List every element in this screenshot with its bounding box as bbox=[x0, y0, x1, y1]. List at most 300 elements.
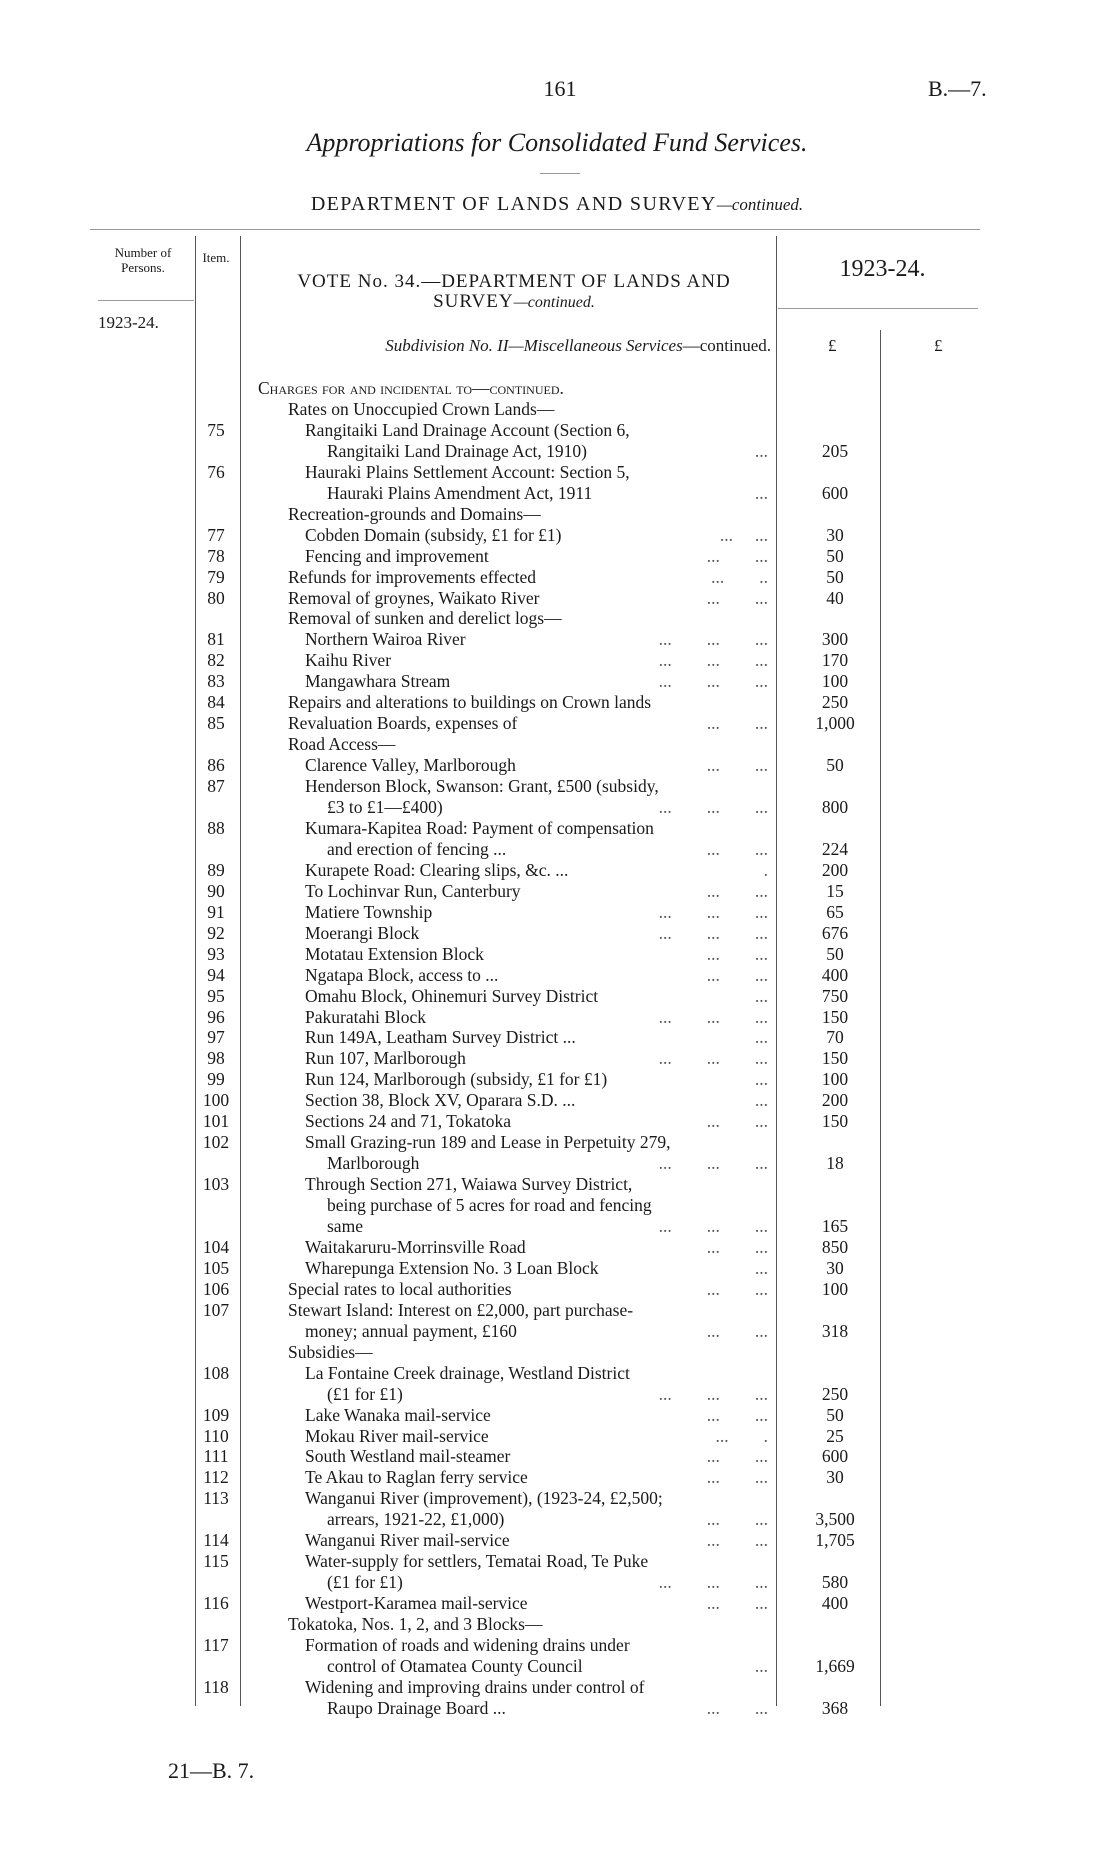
row-leader-dots: ... ... bbox=[706, 1697, 768, 1718]
row-description bbox=[305, 1090, 772, 1111]
row-description bbox=[305, 1069, 772, 1090]
row-item-number bbox=[196, 1572, 236, 1593]
row-description-text: Pakuratahi Block bbox=[305, 1006, 427, 1027]
row-description bbox=[288, 504, 772, 525]
row-item-number: 110 bbox=[203, 1425, 229, 1446]
row-item-number: 84 bbox=[207, 692, 225, 713]
row-description bbox=[305, 1111, 772, 1132]
row-item-number bbox=[196, 1509, 236, 1530]
row-description-text: Formation of roads and widening drains under bbox=[305, 1635, 630, 1655]
row-amount bbox=[790, 608, 880, 629]
row-description bbox=[327, 1698, 772, 1719]
row-leader-dots: ... ... bbox=[706, 545, 768, 566]
row-description-text: South Westland mail-steamer bbox=[305, 1446, 511, 1467]
row-amount bbox=[790, 504, 880, 525]
row-amount: 250 bbox=[821, 1383, 849, 1404]
row-description bbox=[305, 881, 772, 902]
row-leader-dots: ... ... ... bbox=[658, 797, 768, 817]
row-item-number: 75 bbox=[207, 419, 225, 440]
row-item-number: 98 bbox=[207, 1048, 225, 1069]
row-description bbox=[305, 1237, 772, 1258]
row-description-text: same bbox=[327, 1216, 363, 1236]
row-description-text: Mangawhara Stream bbox=[305, 671, 451, 692]
row-description-text: Rangitaiki Land Drainage Act, 1910) bbox=[327, 440, 587, 461]
row-leader-dots: ... ... bbox=[706, 1593, 768, 1614]
row-leader-dots: ... bbox=[754, 440, 768, 461]
row-amount: 676 bbox=[821, 922, 849, 943]
row-item-number: 77 bbox=[207, 524, 225, 545]
subdivision-heading bbox=[255, 336, 771, 356]
row-amount: 580 bbox=[821, 1572, 849, 1593]
row-leader-dots: ... ... bbox=[706, 964, 768, 985]
row-leader-dots: . bbox=[763, 859, 768, 880]
row-amount: 600 bbox=[821, 482, 849, 503]
row-description-text: money; annual payment, £160 bbox=[305, 1320, 517, 1341]
row-description-text: Run 107, Marlborough bbox=[305, 1048, 466, 1069]
row-description bbox=[305, 462, 772, 483]
row-amount: 250 bbox=[821, 692, 849, 713]
row-description-text: Moerangi Block bbox=[305, 922, 420, 943]
row-description bbox=[288, 608, 772, 629]
row-description bbox=[327, 839, 772, 860]
row-description-text: Waitakaruru-Morrinsville Road bbox=[305, 1236, 526, 1257]
row-amount bbox=[790, 399, 880, 420]
row-item-number bbox=[196, 1656, 236, 1677]
row-description bbox=[288, 1342, 772, 1363]
row-description-text: £3 to £1—£400) bbox=[327, 797, 443, 817]
row-item-number: 93 bbox=[207, 943, 225, 964]
row-description bbox=[305, 818, 772, 839]
persons-head-rule bbox=[98, 300, 194, 301]
row-amount bbox=[790, 1342, 880, 1363]
row-leader-dots: ... ... ... bbox=[658, 1153, 768, 1174]
row-description-text: Motatau Extension Block bbox=[305, 943, 484, 964]
row-amount: 400 bbox=[821, 964, 849, 985]
year-heading: 1923-24. bbox=[839, 256, 926, 282]
row-description-text: Omahu Block, Ohinemuri Survey District bbox=[305, 985, 599, 1006]
row-item-number bbox=[196, 839, 236, 860]
row-item-number bbox=[196, 441, 236, 462]
row-description-text: arrears, 1921-22, £1,000) bbox=[327, 1509, 505, 1530]
row-item-number bbox=[196, 1195, 236, 1216]
row-amount: 30 bbox=[826, 1257, 844, 1278]
row-description-text: Clarence Valley, Marlborough bbox=[305, 755, 516, 776]
row-description-text: Removal of groynes, Waikato River bbox=[288, 587, 540, 608]
row-description bbox=[305, 1027, 772, 1048]
row-description-text: Special rates to local authorities bbox=[288, 1278, 512, 1299]
row-item-number bbox=[196, 797, 236, 818]
row-description-text: Mokau River mail-service bbox=[305, 1425, 489, 1446]
currency-label-1: £ bbox=[828, 336, 837, 355]
row-amount bbox=[790, 776, 880, 797]
row-leader-dots: ... . bbox=[715, 1425, 768, 1446]
row-description bbox=[305, 1467, 772, 1488]
row-description bbox=[327, 797, 772, 818]
row-description bbox=[327, 1572, 772, 1593]
row-amount: 150 bbox=[821, 1006, 849, 1027]
row-description bbox=[305, 1321, 772, 1342]
row-leader-dots: ... bbox=[754, 482, 768, 503]
row-description-text: Hauraki Plains Amendment Act, 1911 bbox=[327, 482, 593, 503]
row-description bbox=[305, 546, 772, 567]
row-amount bbox=[790, 420, 880, 441]
row-amount: 100 bbox=[821, 1278, 849, 1299]
row-description-text: Te Akau to Raglan ferry service bbox=[305, 1467, 528, 1488]
row-description-text: Repairs and alterations to buildings on Crown lands bbox=[288, 692, 652, 713]
row-description-text: La Fontaine Creek drainage, Westland District bbox=[305, 1362, 630, 1383]
row-description bbox=[305, 902, 772, 923]
department-heading bbox=[0, 193, 1114, 216]
row-leader-dots: ... ... bbox=[706, 1320, 768, 1341]
row-item-number: 90 bbox=[207, 880, 225, 901]
vote-title bbox=[258, 272, 770, 313]
row-leader-dots: ... bbox=[754, 1257, 768, 1278]
row-leader-dots: ... ... bbox=[706, 1467, 768, 1488]
row-description bbox=[327, 1509, 772, 1530]
row-description bbox=[305, 1007, 772, 1028]
department-suffix: —continued. bbox=[716, 195, 804, 214]
row-description-text: Rangitaiki Land Drainage Account (Section 6, bbox=[305, 419, 630, 440]
row-description-text: Stewart Island: Interest on £2,000, part purchase- bbox=[288, 1299, 634, 1320]
row-leader-dots: ... ... ... bbox=[658, 1383, 768, 1404]
row-description-text: Fencing and improvement bbox=[305, 545, 489, 566]
row-description bbox=[288, 1614, 772, 1635]
row-leader-dots: ... bbox=[754, 1090, 768, 1111]
row-description-text: Lake Wanaka mail-service bbox=[305, 1404, 491, 1425]
row-description bbox=[305, 1488, 772, 1509]
row-amount: 800 bbox=[821, 797, 849, 817]
row-description-text: Section 38, Block XV, Oparara S.D. ... bbox=[305, 1090, 576, 1111]
page-title: Appropriations for Consolidated Fund Services. bbox=[306, 128, 808, 157]
row-description-text: Henderson Block, Swanson: Grant, £500 (subsidy, bbox=[305, 776, 659, 797]
row-amount: 30 bbox=[826, 524, 844, 545]
department-name: DEPARTMENT OF LANDS AND SURVEY bbox=[310, 193, 717, 215]
row-amount: 50 bbox=[826, 755, 844, 776]
row-item-number: 118 bbox=[203, 1676, 229, 1697]
row-leader-dots: ... ... bbox=[706, 1530, 768, 1551]
row-description-text: Wanganui River (improvement), (1923-24, £2,500; bbox=[305, 1488, 663, 1509]
row-amount: 318 bbox=[821, 1320, 849, 1341]
row-description bbox=[305, 1048, 772, 1069]
row-description bbox=[288, 734, 772, 755]
row-description bbox=[288, 567, 772, 588]
row-description bbox=[327, 1656, 772, 1677]
row-amount: 3,500 bbox=[815, 1509, 855, 1530]
row-description-text: Widening and improving drains under control of bbox=[305, 1676, 645, 1697]
row-description-text: Northern Wairoa River bbox=[305, 629, 466, 650]
row-leader-dots: ... .. bbox=[711, 566, 768, 587]
row-description bbox=[305, 1363, 772, 1384]
row-leader-dots: ... ... bbox=[706, 755, 768, 776]
row-description-text: Tokatoka, Nos. 1, 2, and 3 Blocks— bbox=[288, 1614, 543, 1635]
row-item-number: 103 bbox=[202, 1174, 230, 1195]
row-leader-dots: ... ... bbox=[719, 524, 768, 545]
row-amount: 30 bbox=[826, 1467, 844, 1488]
row-description-text: (£1 for £1) bbox=[327, 1572, 403, 1593]
row-amount: 15 bbox=[826, 880, 844, 901]
row-item-number: 114 bbox=[203, 1530, 229, 1551]
row-leader-dots: ... ... bbox=[706, 1509, 768, 1530]
row-amount: 750 bbox=[821, 985, 849, 1006]
row-amount: 150 bbox=[821, 1111, 849, 1132]
row-description-text: Subsidies— bbox=[288, 1341, 373, 1362]
row-leader-dots: ... bbox=[754, 1027, 768, 1048]
row-item-number: 105 bbox=[202, 1257, 230, 1278]
row-description bbox=[305, 525, 772, 546]
row-description-text: and erection of fencing ... bbox=[327, 838, 507, 859]
row-item-number bbox=[196, 399, 236, 420]
row-description-text: To Lochinvar Run, Canterbury bbox=[305, 880, 521, 901]
subdivision-suffix: —continued. bbox=[682, 336, 771, 355]
row-item-number: 81 bbox=[207, 629, 225, 650]
row-leader-dots: ... ... bbox=[706, 713, 768, 734]
table-top-rule bbox=[90, 229, 980, 230]
row-item-number: 79 bbox=[207, 566, 225, 587]
row-amount: 40 bbox=[826, 587, 844, 608]
row-item-number: 100 bbox=[202, 1090, 230, 1111]
row-amount: 165 bbox=[821, 1216, 849, 1236]
page-number: 161 bbox=[543, 76, 577, 101]
row-item-number: 78 bbox=[207, 545, 225, 566]
row-amount bbox=[790, 378, 880, 399]
row-amount: 600 bbox=[821, 1446, 849, 1467]
row-item-number bbox=[196, 1614, 236, 1635]
row-amount bbox=[790, 1551, 880, 1572]
row-description-text: Water-supply for settlers, Tematai Road, Te Puke bbox=[305, 1551, 649, 1572]
row-item-number: 86 bbox=[207, 755, 225, 776]
row-description bbox=[305, 965, 772, 986]
row-amount: 50 bbox=[826, 566, 844, 587]
row-description-text: being purchase of 5 acres for road and fencing bbox=[327, 1195, 652, 1216]
row-description-text: Cobden Domain (subsidy, £1 for £1) bbox=[305, 524, 562, 545]
row-leader-dots: ... bbox=[754, 985, 768, 1006]
row-amount bbox=[790, 1363, 880, 1384]
row-description bbox=[305, 1551, 772, 1572]
row-description-text: Run 124, Marlborough (subsidy, £1 for £1) bbox=[305, 1069, 608, 1090]
column-rule-amount bbox=[880, 330, 881, 1706]
row-description bbox=[305, 776, 772, 797]
row-item-number: 108 bbox=[202, 1362, 230, 1383]
year-head-rule bbox=[778, 308, 978, 309]
row-amount: 18 bbox=[826, 1153, 844, 1174]
row-item-number: 95 bbox=[207, 985, 225, 1006]
row-amount: 368 bbox=[821, 1697, 849, 1718]
subdivision-title: Subdivision No. II—Miscellaneous Services bbox=[385, 336, 683, 355]
row-description-text: Matiere Township bbox=[305, 901, 433, 922]
row-amount: 224 bbox=[821, 838, 849, 859]
row-description bbox=[305, 1446, 772, 1467]
row-amount: 100 bbox=[821, 1069, 849, 1090]
row-description-text: Kumara-Kapitea Road: Payment of compensation bbox=[305, 817, 654, 838]
row-description-text: Raupo Drainage Board ... bbox=[327, 1697, 506, 1718]
row-amount bbox=[790, 1300, 880, 1321]
row-description-text: Wharepunga Extension No. 3 Loan Block bbox=[305, 1257, 599, 1278]
row-description bbox=[288, 588, 772, 609]
row-item-number: 99 bbox=[207, 1069, 225, 1090]
row-item-number: 113 bbox=[203, 1488, 229, 1509]
row-amount bbox=[790, 734, 880, 755]
row-item-number: 83 bbox=[207, 671, 225, 692]
row-item-number bbox=[196, 1153, 236, 1174]
vote-title-text: VOTE No. 34.—DEPARTMENT OF LANDS AND SURVEY bbox=[297, 271, 731, 312]
row-item-number: 112 bbox=[203, 1467, 229, 1488]
row-description-text: Recreation-grounds and Domains— bbox=[288, 503, 541, 524]
row-amount: 170 bbox=[821, 650, 849, 671]
column-head-item: Item. bbox=[202, 250, 230, 265]
row-item-number bbox=[196, 378, 236, 399]
row-description bbox=[305, 1426, 772, 1447]
row-leader-dots: ... ... ... bbox=[658, 1572, 768, 1593]
row-item-number: 104 bbox=[202, 1236, 230, 1257]
row-description-text: Wanganui River mail-service bbox=[305, 1530, 510, 1551]
row-amount: 50 bbox=[826, 1404, 844, 1425]
row-description bbox=[288, 713, 772, 734]
row-leader-dots: ... ... ... bbox=[658, 629, 768, 650]
title-rule bbox=[540, 173, 580, 174]
row-item-number bbox=[196, 1342, 236, 1363]
row-description bbox=[258, 378, 772, 399]
row-amount bbox=[790, 1132, 880, 1153]
row-description bbox=[305, 1677, 772, 1698]
row-item-number: 107 bbox=[202, 1299, 230, 1320]
row-amount bbox=[790, 1677, 880, 1698]
row-leader-dots: ... bbox=[754, 1655, 768, 1676]
row-amount: 100 bbox=[821, 671, 849, 692]
row-amount: 70 bbox=[826, 1027, 844, 1048]
row-item-number bbox=[196, 608, 236, 629]
row-description bbox=[305, 1132, 772, 1153]
row-description-text: Removal of sunken and derelict logs— bbox=[288, 608, 562, 629]
row-leader-dots: ... ... ... bbox=[658, 1216, 768, 1236]
row-amount bbox=[790, 462, 880, 483]
row-amount: 850 bbox=[821, 1236, 849, 1257]
row-item-number bbox=[196, 504, 236, 525]
row-description bbox=[305, 1405, 772, 1426]
row-amount: 50 bbox=[826, 943, 844, 964]
row-item-number bbox=[196, 734, 236, 755]
row-description bbox=[327, 483, 772, 504]
row-amount: 50 bbox=[826, 545, 844, 566]
row-description-text: Revaluation Boards, expenses of bbox=[288, 713, 518, 734]
row-item-number bbox=[196, 1321, 236, 1342]
currency-label-2: £ bbox=[934, 336, 943, 355]
document-reference: B.—7. bbox=[928, 76, 987, 101]
row-amount bbox=[790, 1174, 880, 1195]
row-item-number: 106 bbox=[202, 1278, 230, 1299]
row-amount bbox=[790, 1635, 880, 1656]
row-amount: 400 bbox=[821, 1593, 849, 1614]
row-amount: 1,705 bbox=[815, 1530, 855, 1551]
row-leader-dots: ... ... ... bbox=[658, 901, 768, 922]
row-leader-dots: ... ... ... bbox=[658, 1006, 768, 1027]
row-description-text: Hauraki Plains Settlement Account: Section 5, bbox=[305, 461, 630, 482]
row-leader-dots: ... bbox=[754, 1069, 768, 1090]
row-amount: 205 bbox=[821, 440, 849, 461]
row-description-text: Rates on Unoccupied Crown Lands— bbox=[288, 398, 555, 419]
row-amount bbox=[790, 1195, 880, 1216]
row-item-number: 111 bbox=[203, 1446, 229, 1467]
persons-year: 1923-24. bbox=[98, 313, 159, 332]
row-leader-dots: ... ... bbox=[706, 1278, 768, 1299]
row-item-number: 115 bbox=[203, 1551, 229, 1572]
row-item-number: 82 bbox=[207, 650, 225, 671]
row-item-number bbox=[196, 1384, 236, 1405]
row-item-number: 96 bbox=[207, 1006, 225, 1027]
row-description-text: Westport-Karamea mail-service bbox=[305, 1593, 528, 1614]
column-head-persons: Number of Persons. bbox=[114, 245, 172, 275]
row-description-text: Charges for and incidental to—continued. bbox=[258, 378, 564, 398]
row-item-number: 102 bbox=[202, 1132, 230, 1153]
row-description bbox=[288, 1279, 772, 1300]
row-description-text: Refunds for improvements effected bbox=[288, 566, 536, 587]
row-amount: 200 bbox=[821, 859, 849, 880]
row-description-text: Sections 24 and 71, Tokatoka bbox=[305, 1111, 511, 1132]
row-description-text: Ngatapa Block, access to ... bbox=[305, 964, 499, 985]
row-leader-dots: ... ... ... bbox=[658, 650, 768, 671]
row-item-number: 76 bbox=[207, 461, 225, 482]
row-description bbox=[305, 1174, 772, 1195]
row-leader-dots: ... ... bbox=[706, 880, 768, 901]
row-description bbox=[305, 1258, 772, 1279]
row-item-number: 117 bbox=[203, 1635, 229, 1655]
row-description bbox=[288, 399, 772, 420]
row-description-text: Small Grazing-run 189 and Lease in Perpetuity 279, bbox=[305, 1132, 671, 1153]
row-description bbox=[327, 441, 772, 462]
row-description bbox=[305, 1593, 772, 1614]
row-description-text: control of Otamatea County Council bbox=[327, 1655, 583, 1676]
row-amount: 150 bbox=[821, 1048, 849, 1069]
row-description-text: Kurapete Road: Clearing slips, &c. ... bbox=[305, 859, 569, 880]
row-amount: 1,000 bbox=[815, 713, 855, 734]
row-description bbox=[305, 650, 772, 671]
row-description bbox=[305, 1635, 772, 1656]
row-item-number: 97 bbox=[207, 1027, 225, 1048]
row-item-number: 87 bbox=[207, 776, 225, 797]
row-description-text: Run 149A, Leatham Survey District ... bbox=[305, 1027, 576, 1048]
row-leader-dots: ... ... bbox=[706, 1236, 768, 1257]
row-item-number: 88 bbox=[207, 817, 225, 838]
row-description-text: Marlborough bbox=[327, 1153, 420, 1174]
row-description bbox=[327, 1384, 772, 1405]
row-amount: 1,669 bbox=[815, 1655, 855, 1676]
row-amount bbox=[790, 1488, 880, 1509]
row-description bbox=[305, 629, 772, 650]
row-item-number bbox=[196, 483, 236, 504]
row-item-number: 101 bbox=[202, 1111, 230, 1132]
row-description-text: Kaihu River bbox=[305, 650, 392, 671]
row-leader-dots: ... ... bbox=[706, 838, 768, 859]
row-leader-dots: ... ... bbox=[706, 1404, 768, 1425]
row-description bbox=[327, 1216, 772, 1237]
row-item-number bbox=[196, 1698, 236, 1719]
row-description bbox=[288, 1300, 772, 1321]
row-leader-dots: ... ... ... bbox=[658, 1048, 768, 1069]
row-description bbox=[288, 692, 772, 713]
row-description-text: Through Section 271, Waiawa Survey District, bbox=[305, 1174, 633, 1195]
row-amount: 200 bbox=[821, 1090, 849, 1111]
row-description bbox=[305, 944, 772, 965]
row-item-number: 89 bbox=[207, 859, 225, 880]
row-leader-dots: ... ... bbox=[706, 587, 768, 608]
vote-title-suffix: —continued. bbox=[513, 294, 595, 311]
row-description bbox=[305, 1530, 772, 1551]
row-description bbox=[305, 986, 772, 1007]
row-leader-dots: ... ... bbox=[706, 1446, 768, 1467]
row-leader-dots: ... ... bbox=[706, 943, 768, 964]
row-item-number: 116 bbox=[203, 1593, 229, 1614]
row-item-number: 80 bbox=[207, 587, 225, 608]
row-leader-dots: ... ... ... bbox=[658, 922, 768, 943]
